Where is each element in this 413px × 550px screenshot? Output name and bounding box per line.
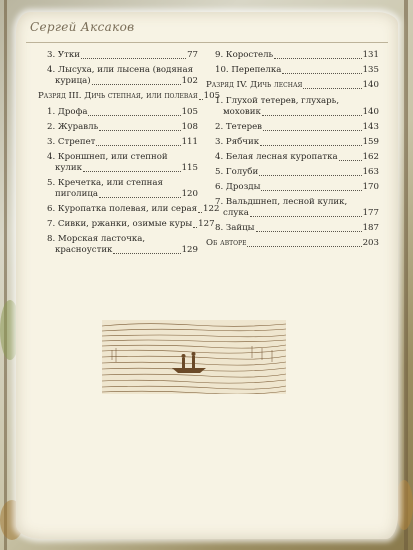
toc-entry: [206, 223, 379, 234]
toc-page-number: 120: [181, 189, 198, 199]
leader-dots: [259, 175, 361, 176]
toc-page-number: 105: [203, 91, 221, 101]
leader-dots: [274, 58, 361, 59]
leader-dots: [263, 130, 362, 131]
toc-entry: [206, 122, 379, 133]
toc-entry: [206, 167, 379, 178]
toc-entry-title-cont: пиголица: [55, 189, 98, 199]
running-header: Сергей Аксаков: [30, 20, 135, 34]
toc-entry-title-cont: кулик: [55, 163, 82, 173]
toc-entry: [206, 65, 379, 76]
header-rule: [26, 42, 388, 43]
toc-page-number: 163: [362, 167, 379, 177]
toc-entry-title: 5. Голуби: [215, 167, 259, 177]
toc-page-number: 131: [362, 50, 379, 60]
toc-entry-title: 1. Дрофа: [47, 107, 88, 117]
toc-entry-title: 8. Зайцы: [215, 223, 255, 233]
toc-entry: [206, 152, 379, 163]
toc-entry-title: 4. Кроншнеп, или степной: [47, 152, 168, 162]
leader-dots: [83, 171, 181, 172]
leader-dots: [198, 212, 202, 213]
leader-dots: [339, 160, 362, 161]
toc-entry: [206, 182, 379, 193]
toc-page-number: 162: [362, 152, 379, 162]
leader-dots: [256, 231, 362, 232]
leader-dots: [261, 190, 361, 191]
leader-dots: [250, 216, 362, 217]
toc-page-number: 135: [362, 65, 379, 75]
section-title: Об авторе: [206, 238, 247, 248]
toc-entry: [38, 234, 198, 256]
section-title: Разряд IV. Дичь лесная: [206, 80, 303, 90]
toc-section-heading: [206, 80, 379, 91]
toc-entry: [206, 197, 379, 219]
toc-entry-title: 1. Глухой тетерев, глухарь,: [215, 96, 340, 106]
toc-entry-title: 6. Дрозды: [215, 182, 261, 192]
toc-entry: [206, 96, 379, 118]
leader-dots: [260, 145, 362, 146]
toc-entry: [38, 178, 198, 200]
toc-left-column: [38, 50, 221, 260]
toc-section-heading: [206, 238, 379, 249]
toc-entry-title: 6. Куропатка полевая, или серая: [47, 204, 198, 214]
toc-entry-title: 4. Белая лесная куропатка: [215, 152, 338, 162]
leader-dots: [282, 73, 361, 74]
toc-right-column: [203, 50, 379, 254]
toc-entry-title: 5. Кречетка, или степная: [47, 178, 163, 188]
leader-dots: [99, 197, 181, 198]
toc-entry-title-cont: курица): [55, 76, 91, 86]
leader-dots: [199, 99, 203, 100]
toc-entry: [38, 152, 198, 174]
toc-entry: [38, 107, 198, 118]
toc-page-number: 111: [181, 137, 198, 147]
toc-entry: [38, 65, 198, 87]
toc-page-number: 122: [203, 204, 220, 214]
toc-page-number: 105: [181, 107, 198, 117]
toc-page-number: 127: [198, 219, 215, 229]
toc-entry-title: 4. Лысуха, или лысена (водяная: [47, 65, 194, 75]
leader-dots: [303, 88, 361, 89]
toc-entry-title: 7. Вальдшнеп, лесной кулик,: [215, 197, 348, 207]
toc-entry: [38, 219, 215, 230]
toc-entry-title: 2. Журавль: [47, 122, 99, 132]
toc-page-number: 102: [181, 76, 198, 86]
toc-page-number: 159: [362, 137, 379, 147]
toc-entry-title: 9. Коростель: [215, 50, 274, 60]
leader-dots: [247, 246, 361, 247]
engraving-illustration: [102, 320, 286, 394]
toc-entry-title: 7. Сивки, ржанки, озимые куры: [47, 219, 193, 229]
toc-page-number: 108: [181, 122, 198, 132]
toc-entry: [38, 204, 220, 215]
toc-page-number: 170: [362, 182, 379, 192]
toc-page-number: 77: [187, 50, 198, 60]
toc-page-number: 140: [362, 80, 379, 90]
leader-dots: [193, 227, 197, 228]
toc-entry: [206, 137, 379, 148]
toc-page-number: 187: [362, 223, 379, 233]
toc-entry-title: 3. Стрепет: [47, 137, 96, 147]
toc-entry-title-cont: слука: [223, 208, 249, 218]
toc-page-number: 115: [181, 163, 198, 173]
leader-dots: [96, 145, 180, 146]
toc-section-heading: [38, 91, 221, 102]
toc-entry-title: 3. Рябчик: [215, 137, 260, 147]
leader-dots: [81, 58, 186, 59]
toc-entry-title-cont: моховик: [223, 107, 261, 117]
leader-dots: [92, 84, 181, 85]
toc-page-number: 143: [362, 122, 379, 132]
toc-entry: [38, 50, 198, 61]
leader-dots: [262, 115, 362, 116]
leader-dots: [88, 115, 180, 116]
toc-entry: [206, 50, 379, 61]
page-sheet: [16, 12, 398, 539]
leader-dots: [113, 253, 180, 254]
toc-page-number: 177: [362, 208, 379, 218]
toc-entry-title: 8. Морская ласточка,: [47, 234, 146, 244]
toc-entry-title-cont: красноустик: [55, 245, 113, 255]
toc-entry: [38, 122, 198, 133]
toc-page-number: 140: [362, 107, 379, 117]
leader-dots: [99, 130, 180, 131]
section-title: Разряд III. Дичь степная, или полевая: [38, 91, 198, 101]
toc-entry-title: 3. Утки: [47, 50, 80, 60]
toc-page-number: 203: [362, 238, 379, 248]
toc-entry-title: 2. Тетерев: [215, 122, 263, 132]
toc-page-number: 129: [181, 245, 198, 255]
toc-entry-title: 10. Перепелка: [215, 65, 282, 75]
toc-entry: [38, 137, 198, 148]
